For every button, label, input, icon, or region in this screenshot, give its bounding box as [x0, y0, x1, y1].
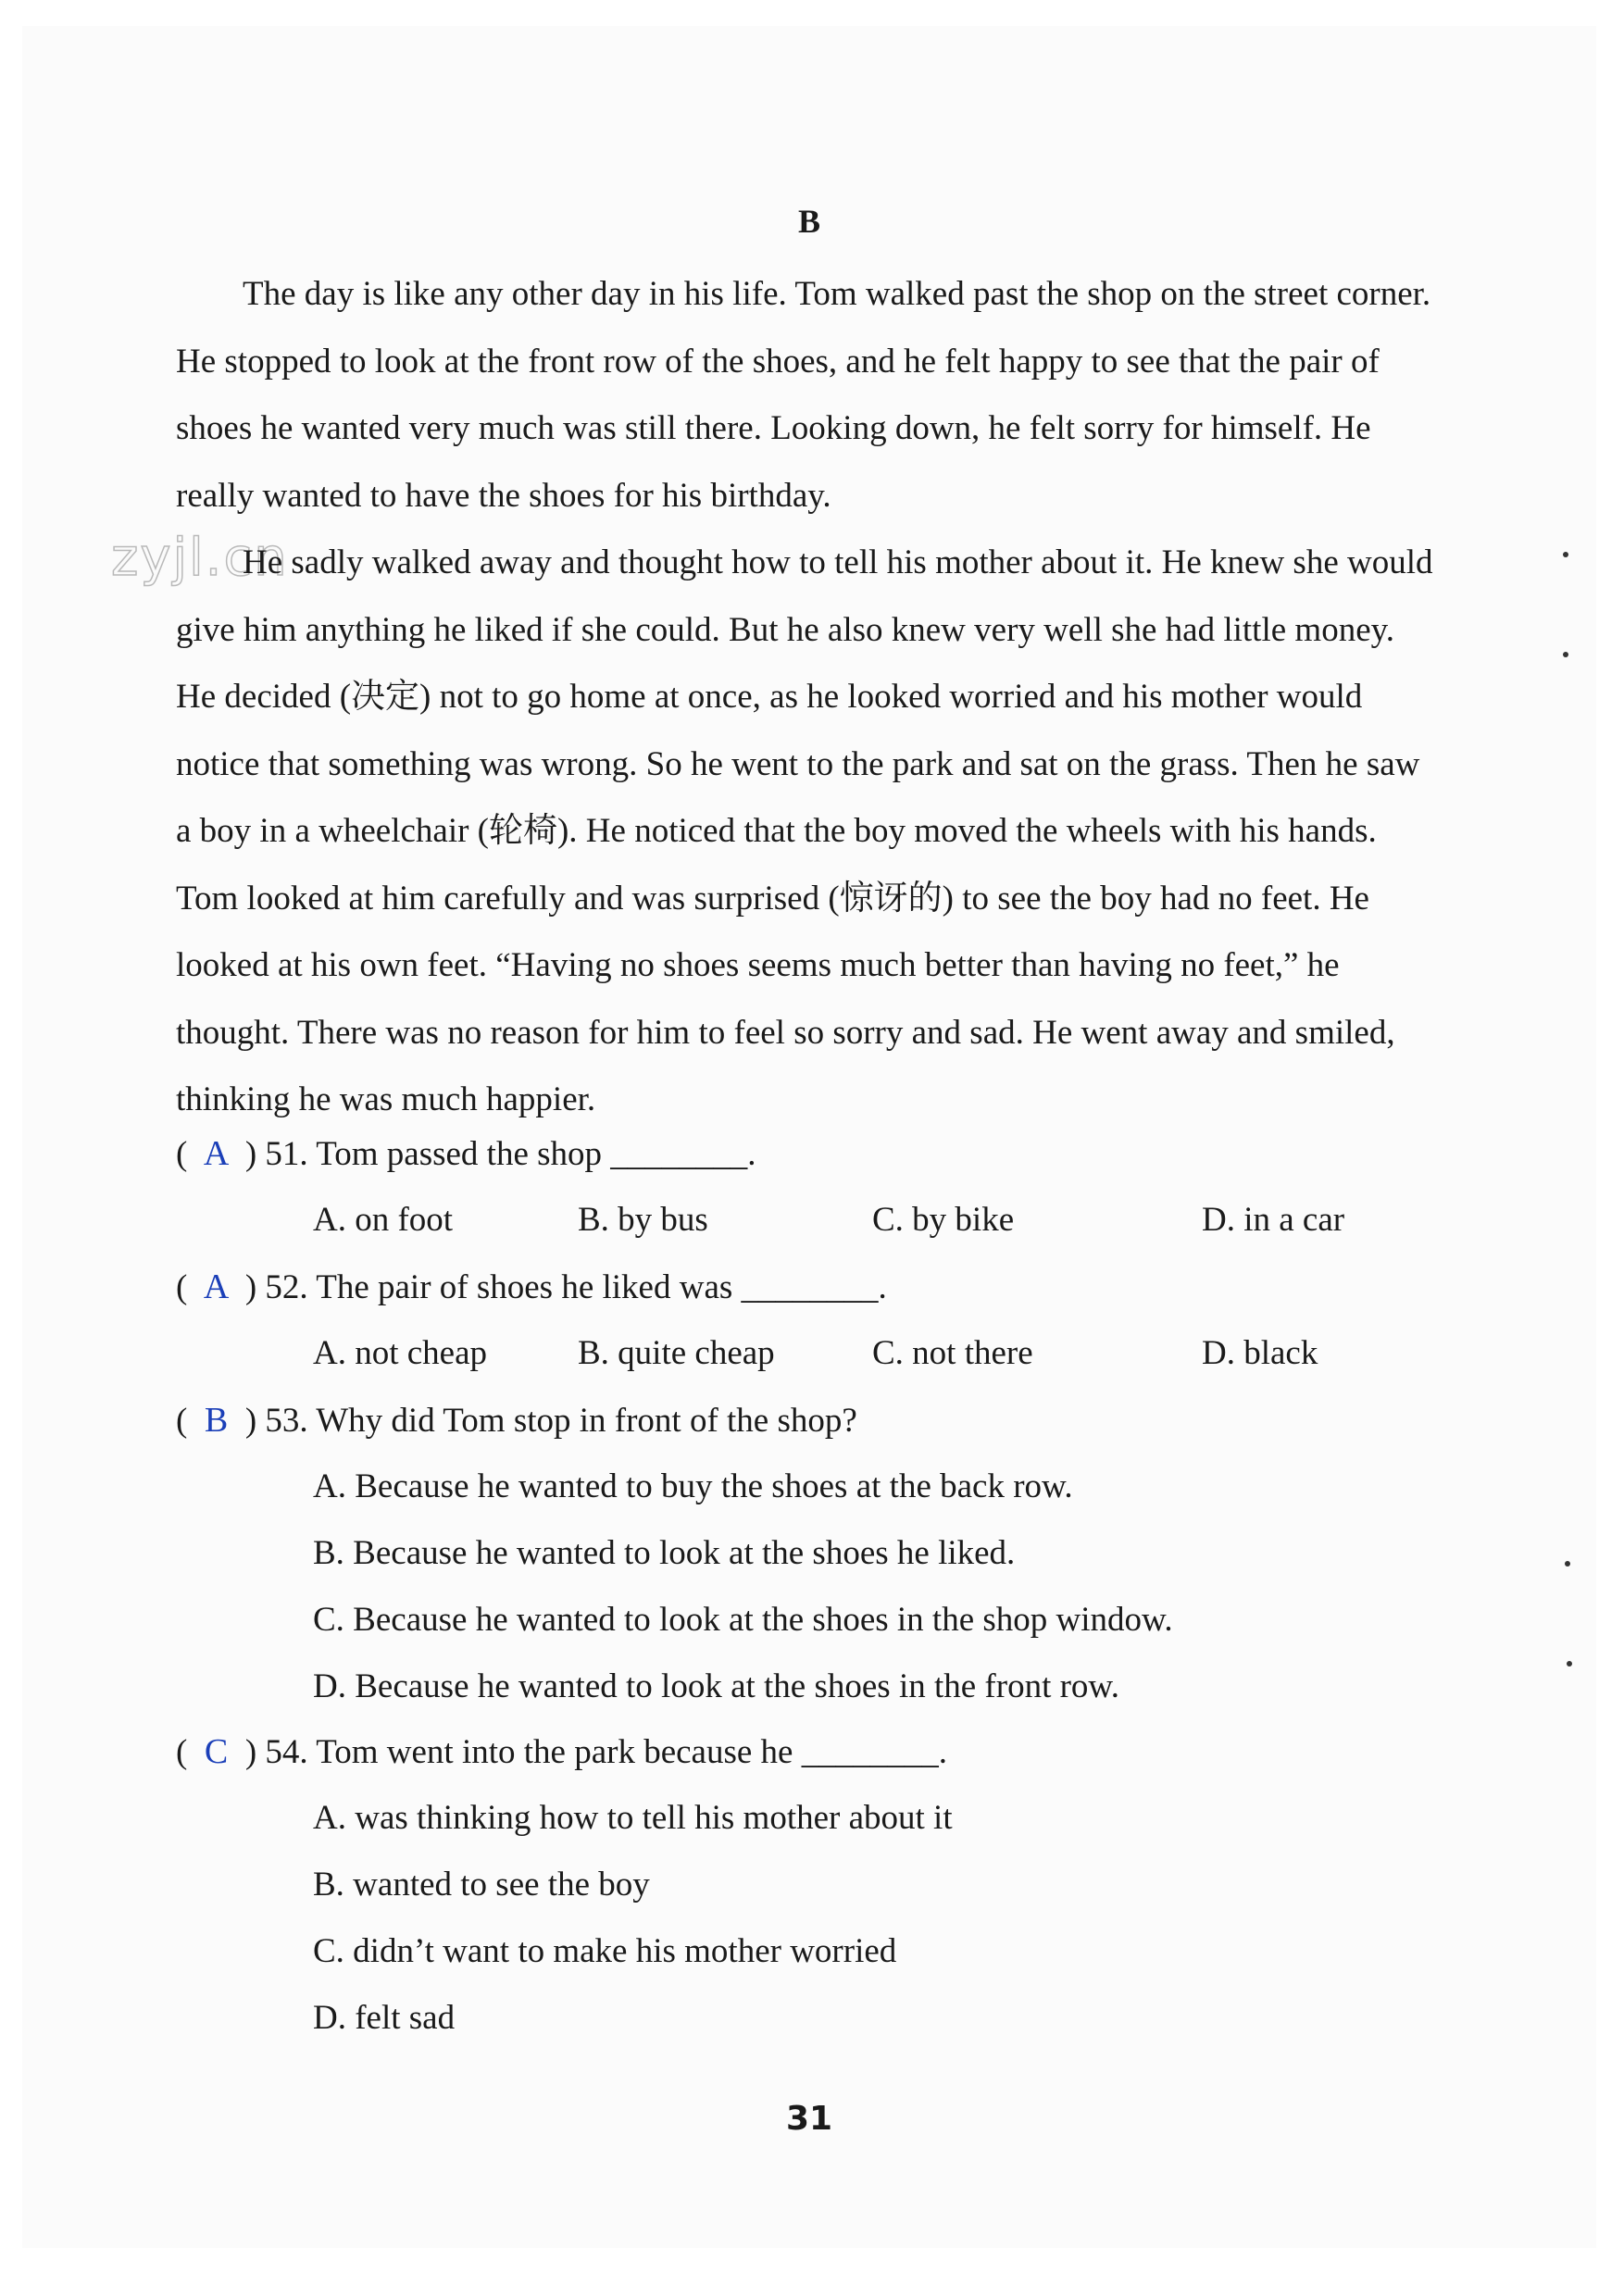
passage-paragraph-2: He sadly walked away and thought how to tell his mother about it. He knew she would give him anything he liked if she could. But he also knew very well she had little money. He decided (决定) not to go home at once, as he looked worried and his mother would notice that something was wrong. So he went to the park and sat on the grass. Then he saw a boy in a wheelchair (轮椅). He noticed that the boy moved the wheels with his hands. Tom looked at him carefully and was surprised (惊讶的) to see the boy had no feet. He looked at his own feet. “Having no shoes seems much better than having no feet,” he thought. There was no reason for him to feel so sorry and sad. He went away and smiled, thinking he was much happier. [176, 543, 1433, 1118]
question-52-text: 52. The pair of shoes he liked was ________. [265, 1268, 887, 1306]
section-title: B [797, 203, 820, 240]
option-51-a: A. on foot [313, 1201, 454, 1239]
option-52-a: A. not cheap [313, 1334, 488, 1372]
page-number: 31 [785, 2100, 833, 2138]
question-54-text: 54. Tom went into the park because he ________. [265, 1733, 947, 1771]
question-53-text: 53. Why did Tom stop in front of the shop? [265, 1402, 857, 1440]
question-51-text: 51. Tom passed the shop ________. [265, 1135, 756, 1173]
margin-dot [1563, 552, 1568, 557]
option-54-b: B. wanted to see the boy [313, 1866, 650, 1904]
margin-dot [1567, 1661, 1572, 1667]
question-52: ( A ) 52. The pair of shoes he liked was ________. [176, 1267, 887, 1306]
option-52-d: D. black [1202, 1334, 1318, 1372]
option-52-c: C. not there [872, 1334, 1033, 1372]
answer-51: A [203, 1134, 230, 1173]
option-54-c: C. didn’t want to make his mother worried [313, 1932, 897, 1970]
answer-52: A [203, 1267, 230, 1306]
question-54: ( C ) 54. Tom went into the park because he ________. [176, 1732, 947, 1771]
worksheet-page [22, 26, 1596, 2248]
option-53-d: D. Because he wanted to look at the shoes in the front row. [313, 1667, 1119, 1705]
option-51-b: B. by bus [578, 1201, 708, 1239]
option-51-d: D. in a car [1202, 1201, 1345, 1239]
question-53: ( B ) 53. Why did Tom stop in front of the shop? [176, 1401, 857, 1440]
margin-dot [1563, 652, 1568, 657]
option-53-c: C. Because he wanted to look at the shoes in the shop window. [313, 1601, 1173, 1639]
answer-54: C [204, 1732, 229, 1771]
option-54-d: D. felt sad [313, 1999, 456, 2037]
margin-dot [1565, 1561, 1570, 1567]
option-51-c: C. by bike [872, 1201, 1015, 1239]
reading-passage [176, 261, 1435, 1134]
option-54-a: A. was thinking how to tell his mother about it [313, 1799, 953, 1837]
option-53-b: B. Because he wanted to look at the shoes he liked. [313, 1534, 1016, 1572]
watermark: zyjl.cn [111, 528, 289, 588]
option-53-a: A. Because he wanted to buy the shoes at the back row. [313, 1467, 1073, 1505]
question-51: ( A ) 51. Tom passed the shop ________. [176, 1134, 756, 1173]
answer-53: B [204, 1401, 229, 1440]
passage-paragraph-1: The day is like any other day in his life. Tom walked past the shop on the street corner. He stopped to look at the front row of the shoes, and he felt happy to see that the pair of shoes he wanted very much was still there. Looking down, he felt sorry for himself. He really wanted to have the shoes for his birthday. [176, 275, 1431, 515]
option-52-b: B. quite cheap [578, 1334, 775, 1372]
